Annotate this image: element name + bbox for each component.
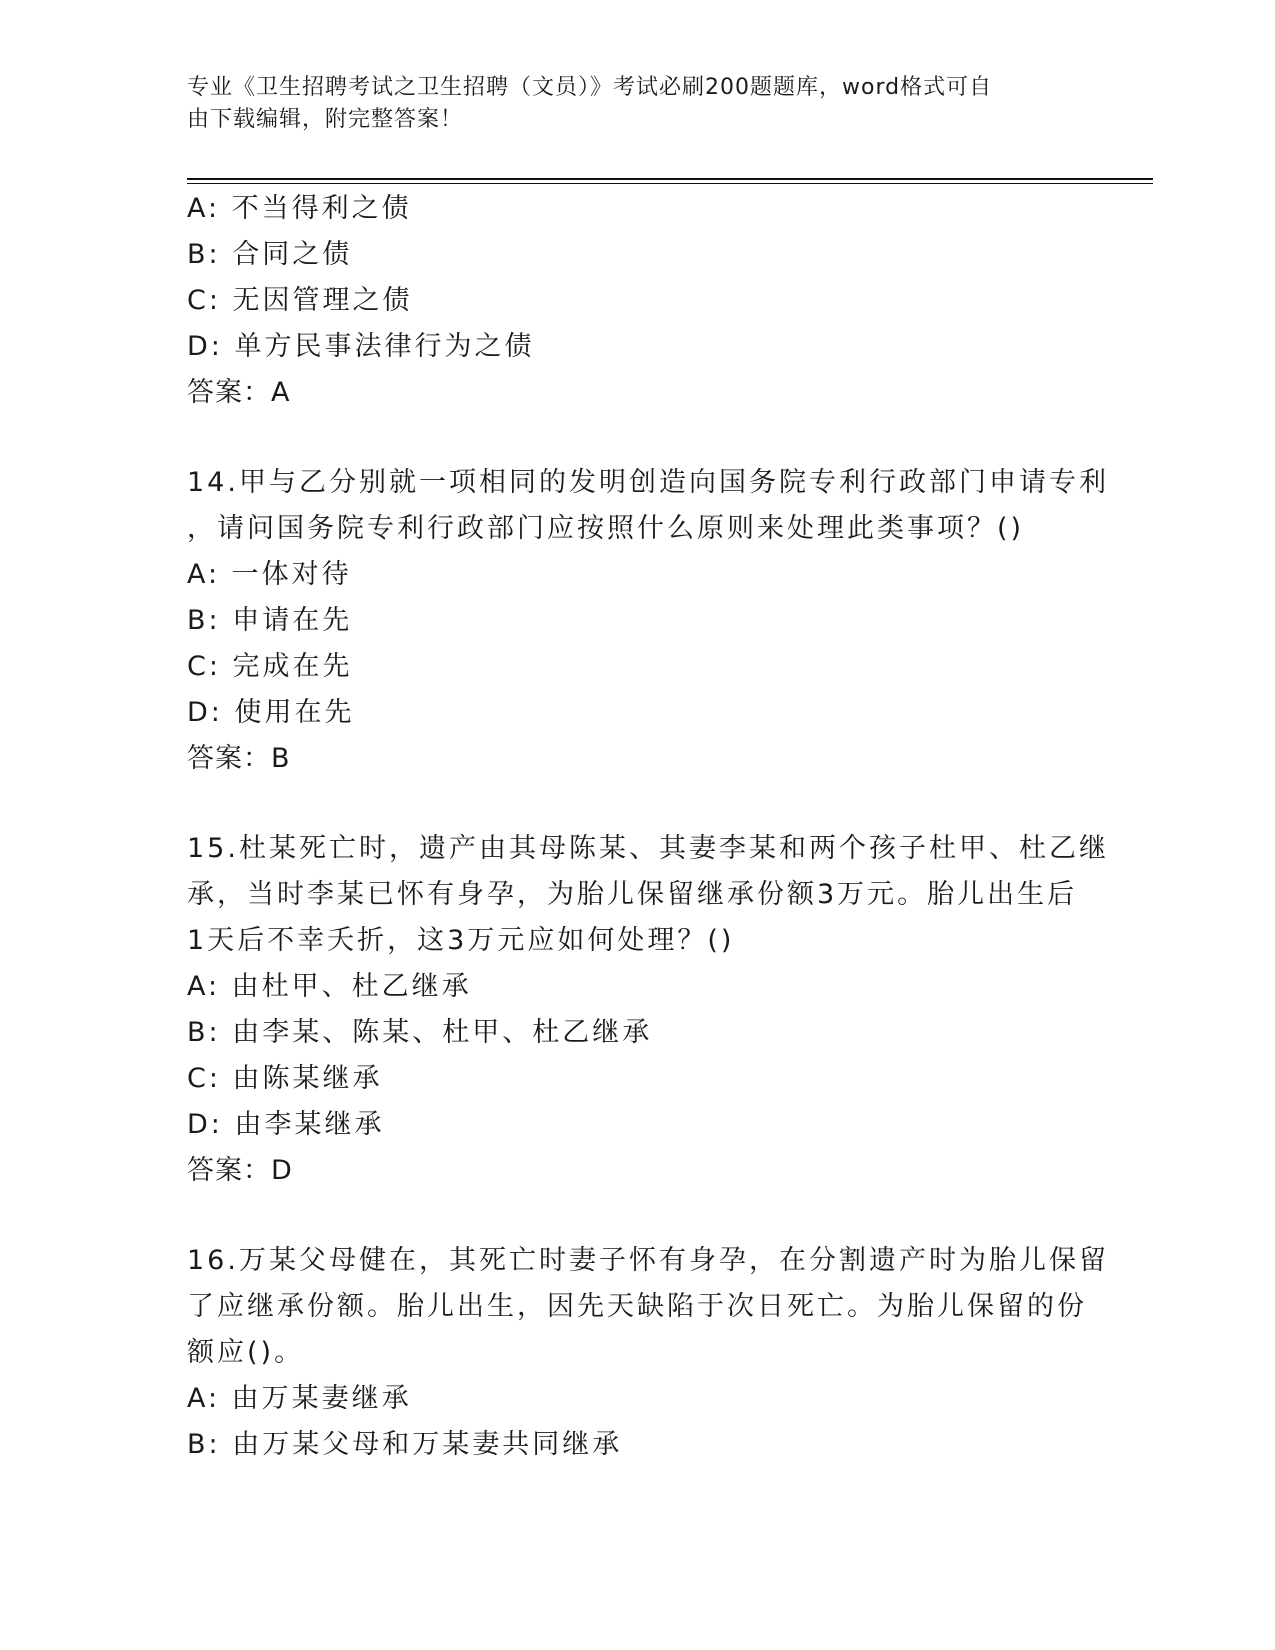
option-b: B: 合同之债 [187,239,353,270]
question-14 [187,460,1109,782]
header-line-2: 由下载编辑，附完整答案！ [187,107,464,132]
question-text-line: 15.杜某死亡时，遗产由其母陈某、其妻李某和两个孩子杜甲、杜乙继 [187,833,1109,864]
question-text-line: ，请问国务院专利行政部门应按照什么原则来处理此类事项？() [187,513,1025,544]
option-a: A: 由万某妻继承 [187,1383,412,1414]
question-16 [187,1238,1109,1468]
option-a: A: 由杜甲、杜乙继承 [187,971,472,1002]
question-text-line: 14.甲与乙分别就一项相同的发明创造向国务院专利行政部门申请专利 [187,467,1109,498]
question-text-line: 承，当时李某已怀有身孕，为胎儿保留继承份额3万元。胎儿出生后 [187,879,1078,910]
header-rule-thick [187,178,1153,180]
option-d: D: 由李某继承 [187,1109,385,1140]
option-b: B: 由万某父母和万某妻共同继承 [187,1429,623,1460]
option-c: C: 完成在先 [187,651,353,682]
header-rule-thin [187,183,1153,184]
question-text-line: 1天后不幸夭折，这3万元应如何处理？() [187,925,735,956]
question-content [187,186,1109,1468]
answer-14: 答案：B [187,743,291,774]
answer-15: 答案：D [187,1155,293,1186]
question-text-line: 了应继承份额。胎儿出生，因先天缺陷于次日死亡。为胎儿保留的份 [187,1291,1087,1322]
document-header [187,72,1067,136]
answer-13: 答案：A [187,377,291,408]
option-c: C: 无因管理之债 [187,285,413,316]
option-b: B: 申请在先 [187,605,353,636]
question-text-line: 16.万某父母健在，其死亡时妻子怀有身孕，在分割遗产时为胎儿保留 [187,1245,1109,1276]
option-a: A: 不当得利之债 [187,193,412,224]
option-d: D: 单方民事法律行为之债 [187,331,535,362]
header-line-1: 专业《卫生招聘考试之卫生招聘（文员）》考试必刷200题题库，word格式可自 [187,75,993,100]
option-b: B: 由李某、陈某、杜甲、杜乙继承 [187,1017,653,1048]
option-a: A: 一体对待 [187,559,352,590]
question-15 [187,826,1109,1194]
option-c: C: 由陈某继承 [187,1063,383,1094]
option-d: D: 使用在先 [187,697,355,728]
question-13 [187,186,1087,416]
question-text-line: 额应()。 [187,1337,305,1368]
